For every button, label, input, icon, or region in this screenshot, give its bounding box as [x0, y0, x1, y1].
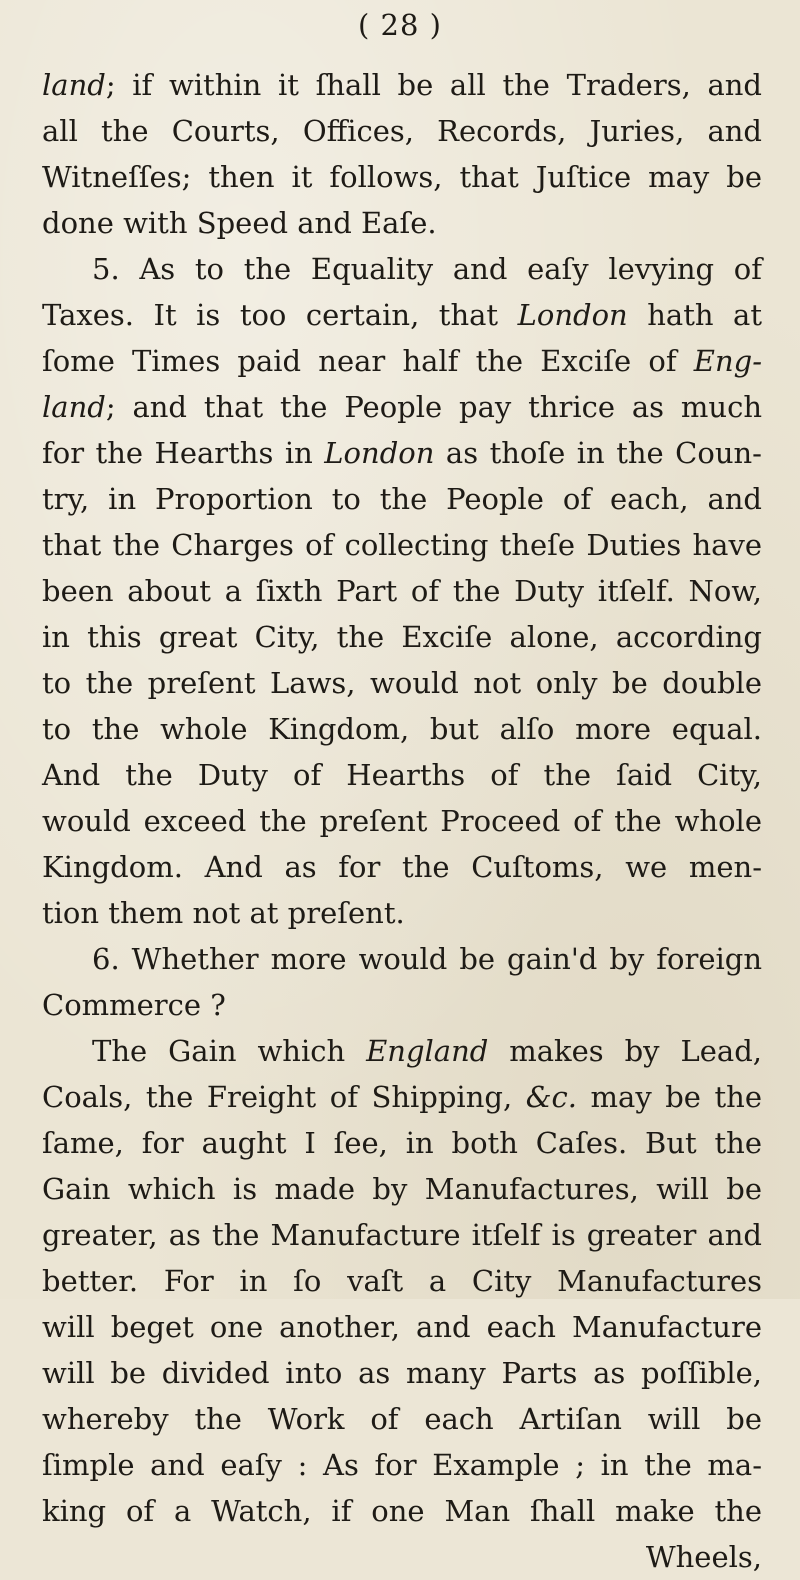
body-text	[42, 62, 762, 1580]
italic-text: &c.	[525, 1080, 577, 1114]
text-line	[42, 292, 762, 338]
text-line	[42, 660, 762, 706]
text-span: 5. As to the Equality and eaſy levying of	[92, 252, 762, 286]
text-span: Witneſſes; then it follows, that Juſtice may be	[42, 160, 762, 194]
text-line	[42, 154, 762, 200]
text-span: And the Duty of Hearths of the ſaid City,	[42, 758, 762, 792]
text-line	[42, 338, 762, 384]
text-line	[42, 1488, 762, 1534]
text-line	[42, 476, 762, 522]
text-line	[42, 706, 762, 752]
text-span: Kingdom. And as for the Cuſtoms, we men-	[42, 850, 762, 884]
text-span: 6. Whether more would be gain'd by foreign	[92, 942, 762, 976]
text-line	[42, 752, 762, 798]
text-span: better. For in ſo vaſt a City Manufactures	[42, 1264, 762, 1298]
text-span: all the Courts, Offices, Records, Juries, and	[42, 114, 762, 148]
text-line	[42, 844, 762, 890]
italic-text: London	[324, 436, 435, 470]
text-line	[42, 430, 762, 476]
text-span: Commerce ?	[42, 988, 226, 1022]
text-line	[42, 1304, 762, 1350]
text-line	[42, 1028, 762, 1074]
text-span: whereby the Work of each Artiſan will be	[42, 1402, 762, 1436]
text-line	[42, 1396, 762, 1442]
text-line	[42, 1534, 762, 1580]
italic-text: Eng-	[693, 344, 762, 378]
text-line	[42, 522, 762, 568]
page-number: ( 28 )	[358, 8, 442, 42]
text-span: Taxes. It is too certain, that	[42, 298, 518, 332]
text-line	[42, 1212, 762, 1258]
text-span: that the Charges of collecting theſe Duties have	[42, 528, 762, 562]
text-span: to the whole Kingdom, but alſo more equal.	[42, 712, 762, 746]
text-span: to the preſent Laws, would not only be double	[42, 666, 762, 700]
text-line	[42, 246, 762, 292]
text-line	[42, 936, 762, 982]
text-line	[42, 568, 762, 614]
text-span: may be the	[576, 1080, 762, 1114]
text-line	[42, 200, 762, 246]
text-line	[42, 982, 762, 1028]
text-span: Gain which is made by Manufactures, will be	[42, 1172, 762, 1206]
text-line	[42, 384, 762, 430]
text-span: The Gain which	[92, 1034, 367, 1068]
text-span: Wheels,	[645, 1540, 762, 1574]
text-span: will beget one another, and each Manufacture	[42, 1310, 762, 1344]
text-span: Coals, the Freight of Shipping,	[42, 1080, 526, 1114]
text-line	[42, 614, 762, 660]
text-line	[42, 1074, 762, 1120]
text-span: ſome Times paid near half the Exciſe of	[42, 344, 694, 378]
italic-text: England	[366, 1034, 489, 1068]
text-span: ; and that the People pay thrice as much	[105, 390, 762, 424]
text-span: makes by Lead,	[488, 1034, 762, 1068]
text-line	[42, 1442, 762, 1488]
text-span: tion them not at preſent.	[42, 896, 405, 930]
text-line	[42, 890, 762, 936]
text-span: ſimple and eaſy : As for Example ; in the ma-	[42, 1448, 762, 1482]
text-span: would exceed the preſent Proceed of the whole	[42, 804, 762, 838]
text-line	[42, 1120, 762, 1166]
text-span: in this great City, the Exciſe alone, according	[42, 620, 762, 654]
text-span: done with Speed and Eaſe.	[42, 206, 437, 240]
text-line	[42, 1350, 762, 1396]
text-span: king of a Watch, if one Man ſhall make the	[42, 1494, 762, 1528]
text-span: been about a ſixth Part of the Duty itſelf. Now,	[42, 574, 762, 608]
text-line	[42, 108, 762, 154]
text-span: hath at	[627, 298, 762, 332]
italic-text: land	[42, 68, 106, 102]
text-span: ; if within it ſhall be all the Traders, and	[105, 68, 762, 102]
text-line	[42, 798, 762, 844]
text-span: greater, as the Manufacture itſelf is greater and	[42, 1218, 762, 1252]
italic-text: London	[517, 298, 628, 332]
text-span: try, in Proportion to the People of each, and	[42, 482, 762, 516]
text-span: ſame, for aught I ſee, in both Caſes. But the	[42, 1126, 762, 1160]
text-span: as thoſe in the Coun-	[434, 436, 762, 470]
text-span: for the Hearths in	[42, 436, 325, 470]
text-line	[42, 1258, 762, 1304]
text-span: will be divided into as many Parts as poſſible,	[42, 1356, 762, 1390]
italic-text: land	[42, 390, 106, 424]
text-line	[42, 62, 762, 108]
text-line	[42, 1166, 762, 1212]
